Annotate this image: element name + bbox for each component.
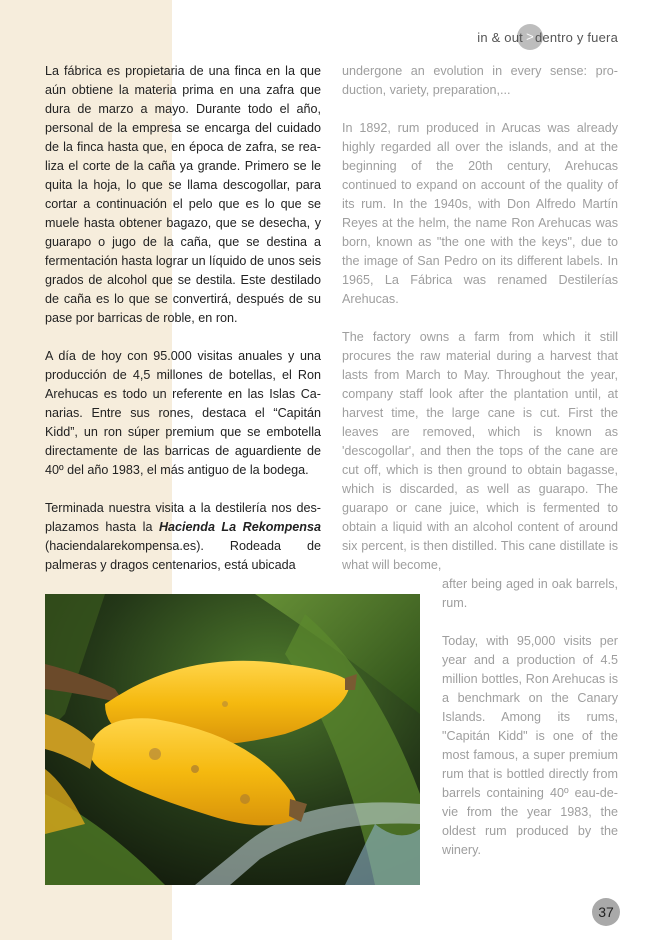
section-header [477,24,618,50]
spanish-column [45,62,321,575]
header-label-left: in & out [477,29,523,45]
hacienda-name: Hacienda La Rekompensa [158,520,321,534]
spanish-paragraph-3 [45,499,321,575]
spanish-paragraph-1: La fábrica es propietaria de una finca en la que aún obtiene la materia prima en una zafra que dura de marzo a mayo. Durante todo el año, personal de la empresa se encarga del cuidado de la finca hasta que, en época de zafra, se realiza el corte de la caña ya grande. Primero se le quita la hoja, lo que se llama descogollar, para cortar a continuación el pelo que es lo que se muele hasta obtener bagazo, que se desecha, y guarapo o jugo de la caña, que se destina a fermentación hasta lograr un líquido de unos seis grados de alcohol que se destila. Este destilado de caña es lo que se convertirá, después de su pase por barricas de roble, en ron. [45,64,321,325]
spanish-p3-end: (haciendalarekompensa.es). Rodeada de palmeras y dragos centenarios, está ubicada [45,539,321,572]
spanish-paragraph-2: A día de hoy con 95.000 visitas anuales y una producción de 4,5 millones de botellas, el Ron Arehucas es todo un referente en las Islas Canarias. Entre sus rones, destaca el “Capitán Kidd”, un ron súper premium que se embotella directamente de las barricas de aguardiente de 40º del año 1983, el más antiguo de la bodega. [45,349,321,477]
banana-illustration [45,594,420,885]
english-column-narrow [442,575,618,879]
header-label-right: dentro y fuera [534,29,618,45]
english-paragraph-1: undergone an evolution in every sense: production, variety, preparation,... [342,64,618,97]
banana-photo [45,594,420,885]
english-paragraph-2: In 1892, rum produced in Arucas was already highly regarded all over the islands, and at the beginning of the 20th century, Arehucas continued to expand on account of the quality of its rum. In the 1940s, with Don Alfredo Martín Reyes at the helm, the name Ron Arehucas was born, known as "the one with the keys", due to the image of San Pedro on its different labels. In 1965, La Fábrica was renamed Destilerías Arehucas. [342,121,618,306]
english-paragraph-4: Today, with 95,000 visits per year and a production of 4.5 million bottles, Ron Arehucas is a benchmark on the Canary Islands. Among its rums, "Capitán Kidd" is one of the most famous, a super premium rum that is bottled directly from barrels containing 40º eau-de-vie from the year 1983, the oldest rum produced by the winery. [442,634,618,857]
english-paragraph-3: The factory owns a farm from which it still procures the raw material during a harvest that lasts from March to May. Throughout the year, company staff look after the plantation until, at harvest time, the large cane is cut. First the leaves are removed, which is known as 'descogollar', and then the tops of the cane are cut off, which is then ground to obtain bagasse, which is discarded, as well as guarapo. The guarapo or cane juice, which is fermented to obtain a liquid with an alcohol content of around six percent, is then distilled. This cane distillate is what will become, [342,330,618,572]
page-number: 37 [592,898,620,926]
spanish-p3-start: Terminada nuestra visita a la destilería nos desplazamos hasta la [45,501,321,534]
header-separator-icon: > [517,24,543,50]
english-paragraph-3-cont: after being aged in oak barrels, rum. [442,577,618,610]
english-column [342,62,618,594]
